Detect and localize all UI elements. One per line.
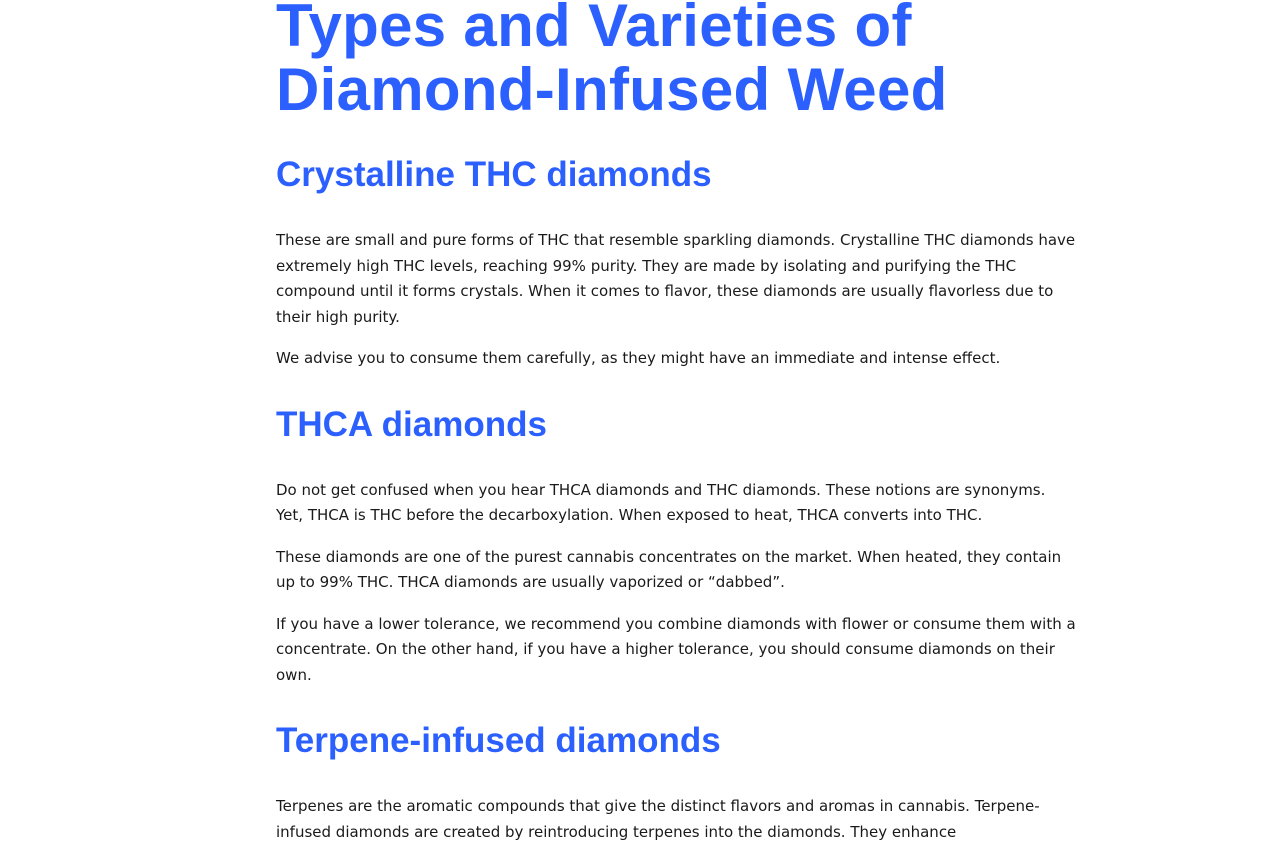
paragraph: Do not get confused when you hear THCA diamonds and THC diamonds. These notions are synonyms. Yet, THCA is THC before the decarboxylation. When exposed to heat, THCA converts into THC. <box>276 480 1046 524</box>
paragraph: Terpenes are the aromatic compounds that give the distinct flavors and aromas in cannabis. Terpene-infused diamonds are created by reintroducing terpenes into the diamonds. They enhance <box>276 797 1040 841</box>
section-heading-terpene-infused-diamonds: Terpene-infused diamonds <box>276 721 721 760</box>
article <box>276 0 1076 845</box>
paragraph: These are small and pure forms of THC that resemble sparkling diamonds. Crystalline THC diamonds have extremely high THC levels, reaching 99% purity. They are made by isolating and purifying the THC compound until it forms crystals. When it comes to flavor, these diamonds are usually flavorless due to their high purity. <box>276 231 1076 326</box>
section-heading-thca-diamonds: THCA diamonds <box>276 404 547 444</box>
page-title: Types and Varieties of Diamond-Infused Weed <box>276 0 948 123</box>
section-heading-crystalline-thc-diamonds: Crystalline THC diamonds <box>276 155 712 194</box>
paragraph: If you have a lower tolerance, we recommend you combine diamonds with flower or consume them with a concentrate. On the other hand, if you have a higher tolerance, you should consume diamonds on their own. <box>276 614 1076 684</box>
paragraph: These diamonds are one of the purest cannabis concentrates on the market. When heated, they contain up to 99% THC. THCA diamonds are usually vaporized or “dabbed”. <box>276 547 1062 591</box>
paragraph: We advise you to consume them carefully, as they might have an immediate and intense effect. <box>276 349 1001 367</box>
